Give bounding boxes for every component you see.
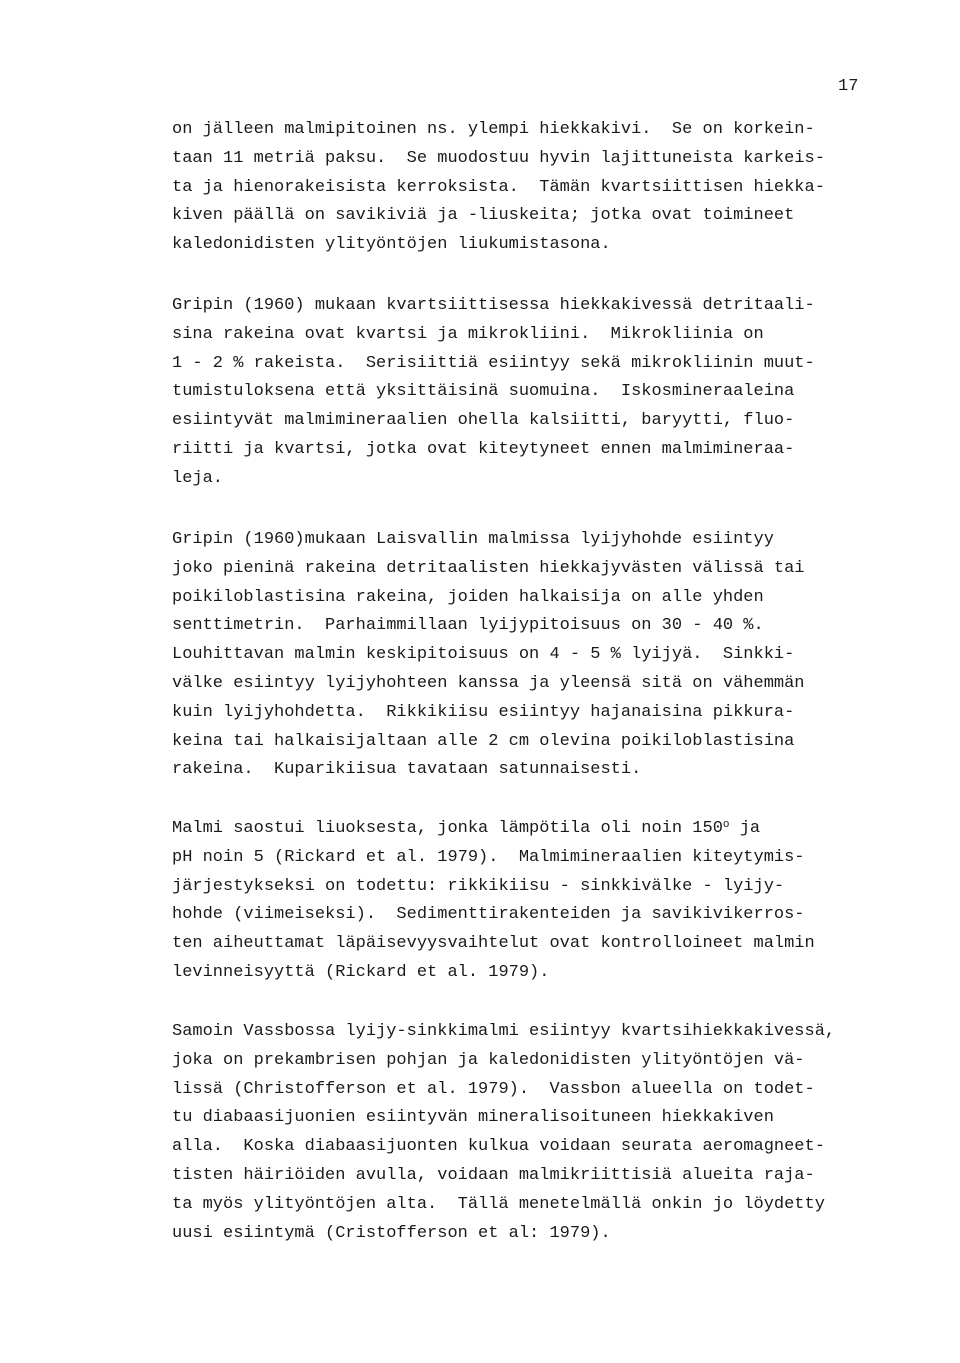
text-line [172,815,932,844]
text-line: taan 11 metriä paksu. Se muodostuu hyvin lajittuneista karkeis- [172,148,825,168]
text-line: lissä (Christofferson et al. 1979). Vassbon alueella on todet- [172,1079,815,1099]
text-line: Gripin (1960) mukaan kvartsiittisessa hiekkakivessä detritaali- [172,296,815,315]
text-line: 1 - 2 % rakeista. Serisiittiä esiintyy sekä mikrokliinin muut- [172,353,815,373]
text-line: hohde (viimeiseksi). Sedimenttirakenteiden ja savikivikerros- [172,905,805,925]
text-line: poikiloblastisina rakeina, joiden halkaisija on alle yhden [172,587,764,607]
text-line: rakeina. Kuparikiisua tavataan satunnaisesti. [172,760,642,780]
text-line: Samoin Vassbossa lyijy-sinkkimalmi esiintyy kvartsihiekkakivessä, [172,1022,836,1041]
page-number: 17 [838,77,859,96]
paragraph-5 [172,1018,932,1248]
text-line: senttimetrin. Parhaimmillaan lyijypitoisuus on 30 - 40 %. [172,616,764,636]
text-line: joko pieninä rakeina detritaalisten hiekkajyvästen välissä tai [172,558,805,578]
text-line: Gripin (1960)mukaan Laisvallin malmissa lyijyhohde esiintyy [172,530,774,549]
text-line: levinneisyyttä (Rickard et al. 1979). [172,962,550,982]
text-line: kiven päällä on savikiviä ja -liuskeita; jotka ovat toimineet [172,206,795,226]
text-line: keina tai halkaisijaltaan alle 2 cm olevina poikiloblastisina [172,731,795,751]
text-line: tumistuloksena että yksittäisinä suomuina. Iskosmineraaleina [172,382,795,402]
text-line: tu diabaasijuonien esiintyvän mineralisoituneen hiekkakiven [172,1108,774,1128]
paragraph-3 [172,526,932,785]
text-line: välke esiintyy lyijyhohteen kanssa ja yleensä sitä on vähemmän [172,673,805,693]
text-line: uusi esiintymä (Cristofferson et al: 1979). [172,1223,611,1243]
text-line: sina rakeina ovat kvartsi ja mikrokliini. Mikrokliinia on [172,324,764,344]
text-line: ta ja hienorakeisista kerroksista. Tämän kvartsiittisen hiekka- [172,177,825,197]
text-line: kuin lyijyhohdetta. Rikkikiisu esiintyy hajanaisina pikkura- [172,702,795,722]
text-line: kaledonidisten ylityöntöjen liukumistasona. [172,235,611,255]
paragraph-4 [172,815,932,988]
text-line: riitti ja kvartsi, jotka ovat kiteytyneet ennen malmimineraa- [172,439,795,459]
text-line: tisten häiriöiden avulla, voidaan malmikriittisiä alueita raja- [172,1165,815,1185]
text-line: pH noin 5 (Rickard et al. 1979). Malmimineraalien kiteytymis- [172,847,805,867]
text-line: ten aiheuttamat läpäisevyysvaihtelut ovat kontrolloineet malmin [172,934,815,954]
paragraph-2 [172,292,932,494]
text-line: Louhittavan malmin keskipitoisuus on 4 - 5 % lyijyä. Sinkki- [172,645,795,665]
paragraph-1 [172,116,932,260]
text-line: järjestykseksi on todettu: rikkikiisu - sinkkivälke - lyijy- [172,876,785,896]
text-line: alla. Koska diabaasijuonten kulkua voidaan seurata aeromagneet- [172,1137,825,1157]
text-line: leja. [172,468,224,488]
text-line: ta myös ylityöntöjen alta. Tällä menetelmällä onkin jo löydetty [172,1194,825,1214]
text-line: joka on prekambrisen pohjan ja kaledonidisten ylityöntöjen vä- [172,1050,805,1070]
text-segment: Malmi saostui liuoksesta, jonka lämpötila oli noin 150 [172,819,723,838]
text-line: on jälleen malmipitoinen ns. ylempi hiekkakivi. Se on korkein- [172,120,815,139]
text-line: esiintyvät malmimineraalien ohella kalsiitti, baryytti, fluo- [172,411,795,431]
text-segment: ja [729,819,761,838]
degree-superscript: o [722,819,730,831]
